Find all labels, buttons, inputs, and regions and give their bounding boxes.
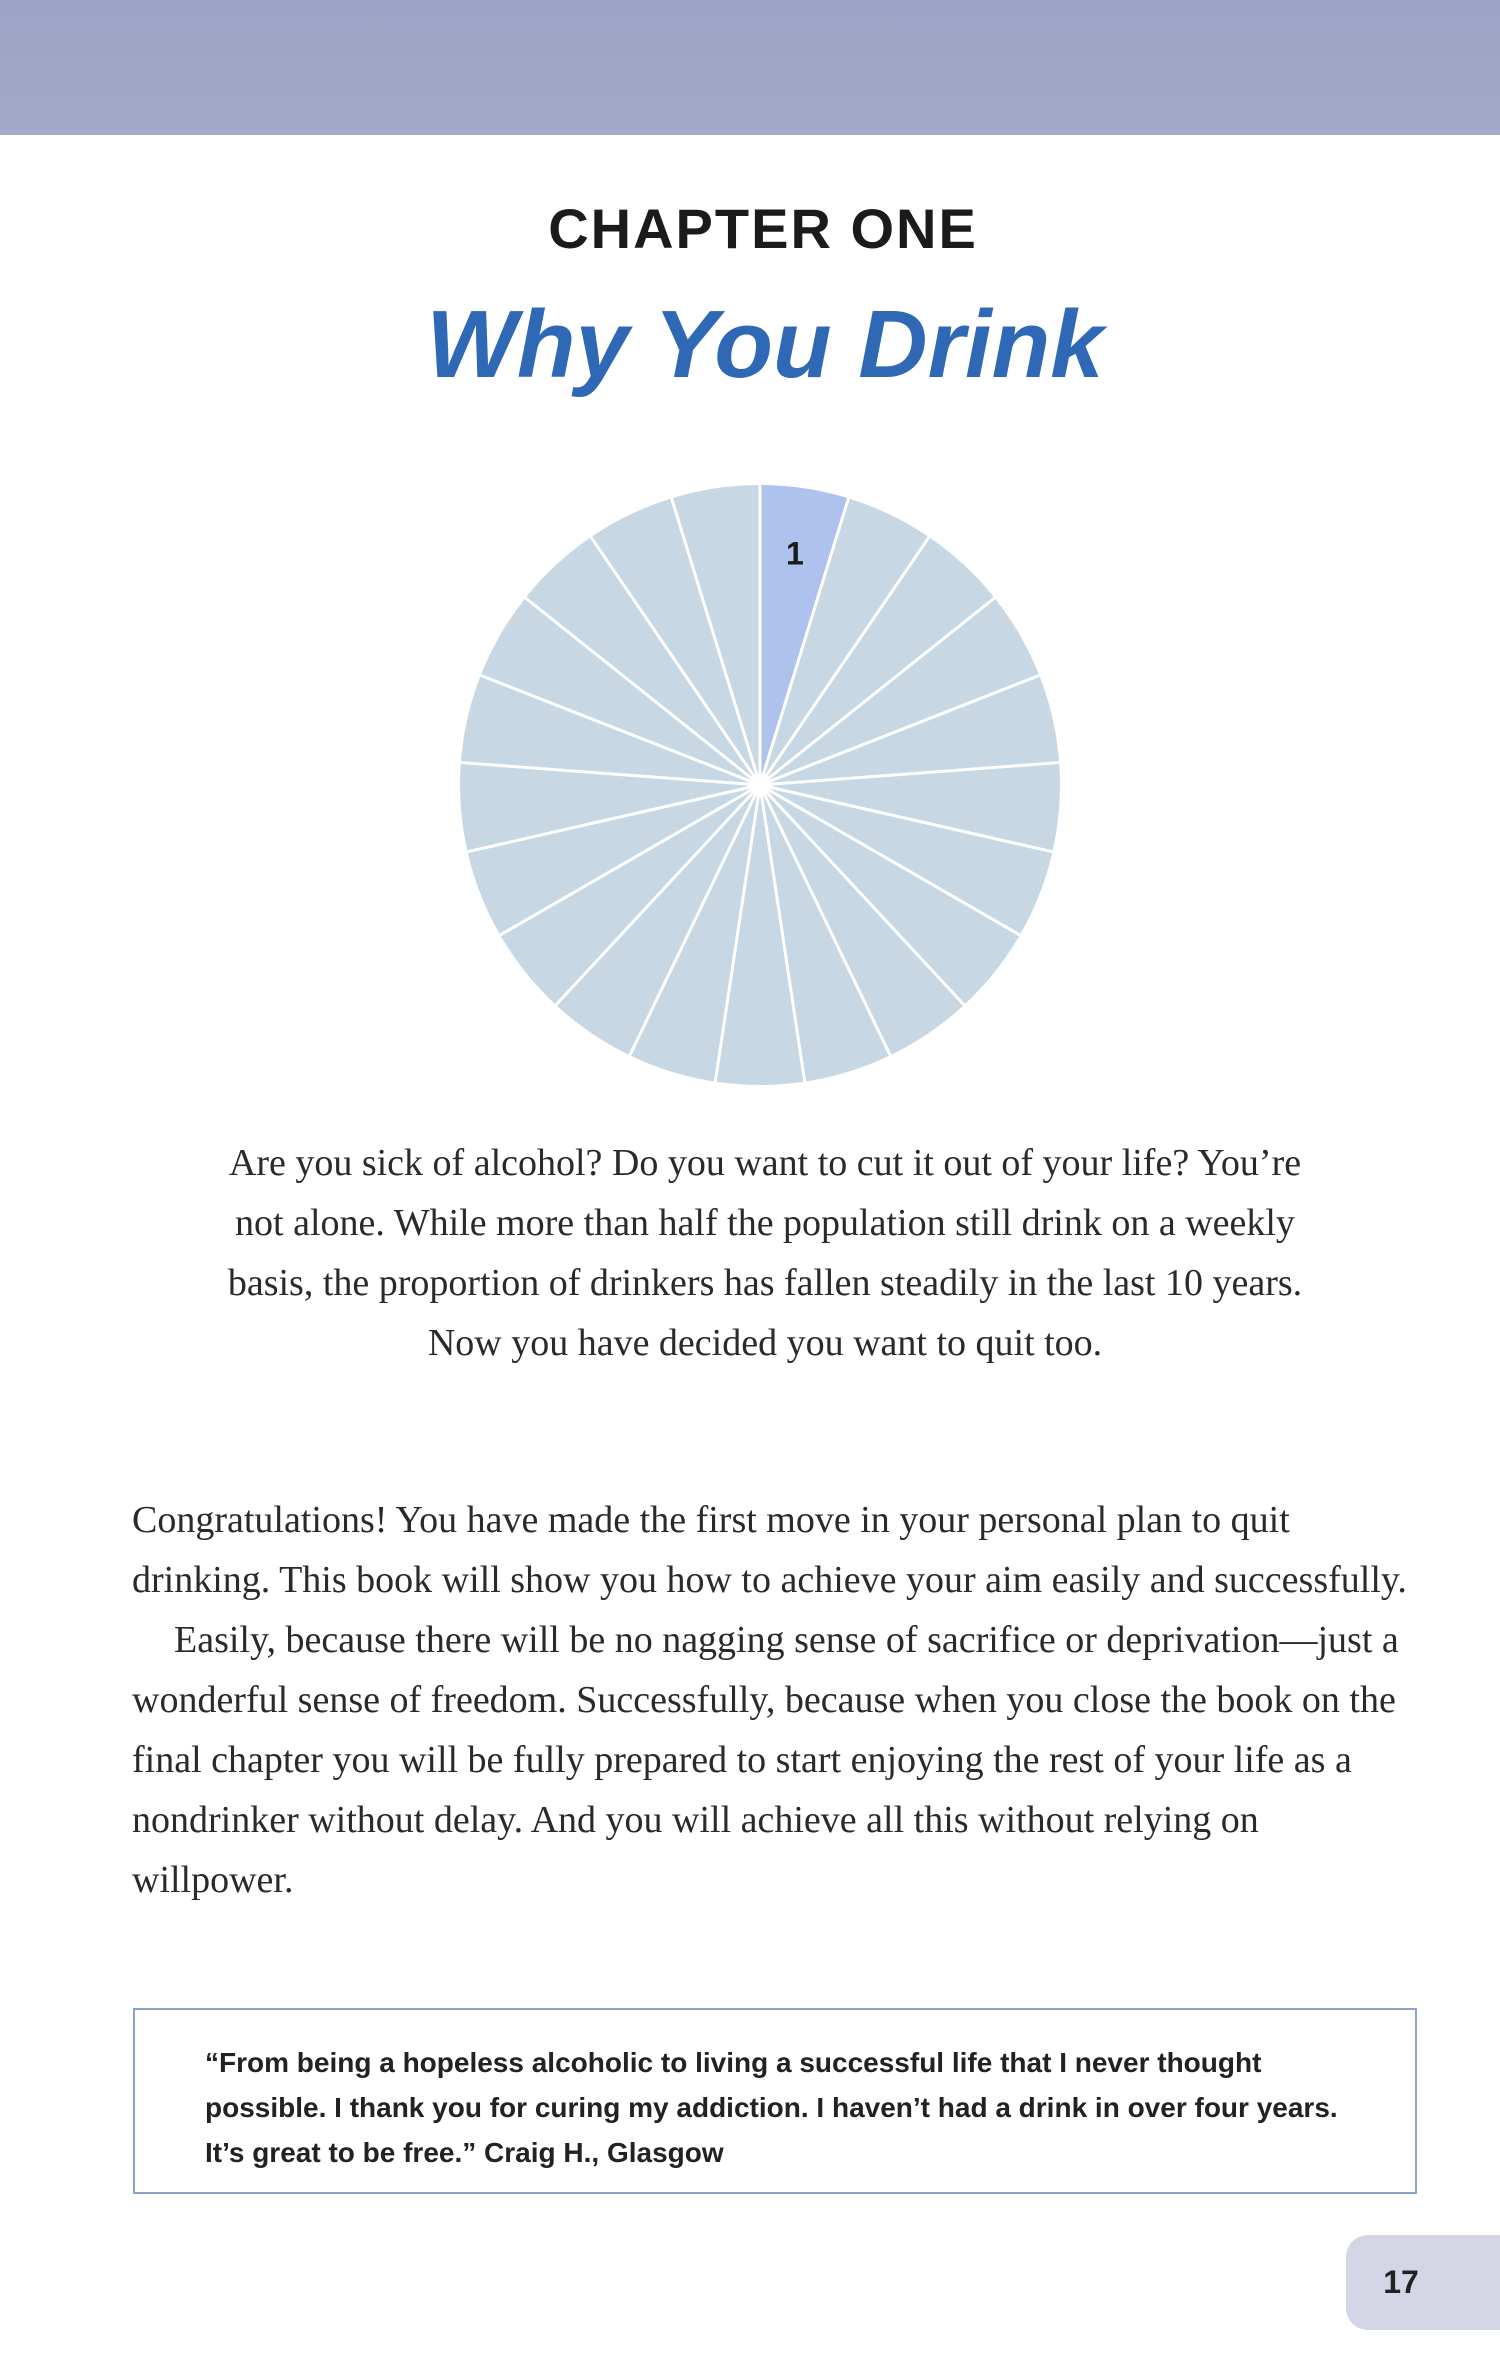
body-text [132, 1490, 1422, 1910]
chapter-label: CHAPTER ONE [548, 197, 978, 260]
chapter-title: Why You Drink [426, 291, 1104, 398]
body-paragraph-1: Congratulations! You have made the first move in your personal plan to quit drinking. This book will show you how to achieve your aim easily and successfully. [132, 1499, 1407, 1601]
wheel-center [751, 776, 769, 794]
testimonial-text: “From being a hopeless alcoholic to living a successful life that I never thought possible. I thank you for curing my addiction. I haven’t had a drink in over four years. It’s great to be free.” Craig H., Glasgow [205, 2047, 1338, 2168]
intro-paragraph: Are you sick of alcohol? Do you want to cut it out of your life? You’re not alone. While more than half the population still drink on a weekly basis, the proportion of drinkers has fallen steadily in the last 10 years. Now you have decided you want to quit too. [227, 1142, 1303, 1364]
body-paragraph-2: Easily, because there will be no nagging sense of sacrifice or deprivation—just a wonderful sense of freedom. Successfully, because when you close the book on the final chapter you will be fully prepared to start enjoying the rest of your life as a nondrinker without delay. And you will achieve all this without relying on willpower. [132, 1619, 1399, 1901]
testimonial-box [133, 2008, 1417, 2194]
page-number: 17 [1383, 2264, 1419, 2300]
top-header-band [0, 0, 1500, 135]
wheel-highlight-label: 1 [785, 535, 804, 572]
chapter-progress-wheel [455, 480, 1065, 1090]
